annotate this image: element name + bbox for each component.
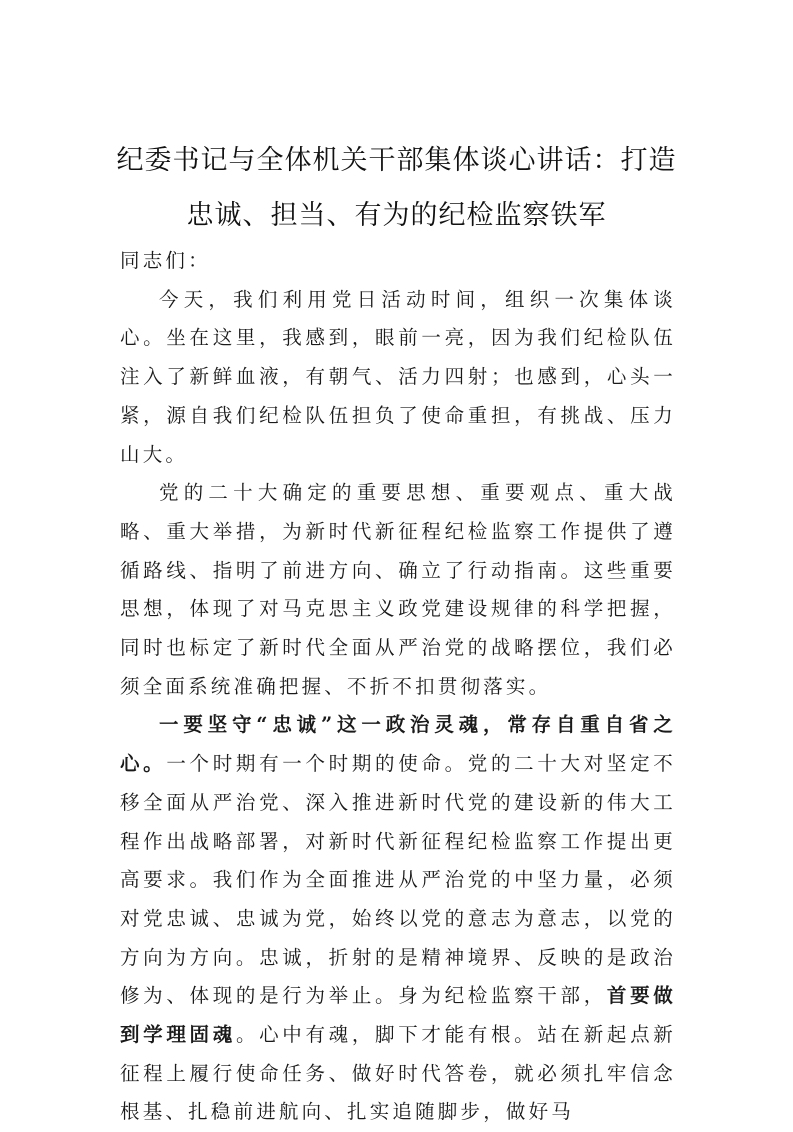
paragraph-intro: 今天，我们利用党日活动时间，组织一次集体谈心。坐在这里，我感到，眼前一亮，因为我们纪检队伍注入了新鲜血液，有朝气、活力四射；也感到，心头一紧，源自我们纪检队伍担负了使命重担，有挑战、压力山大。 xyxy=(120,287,676,466)
paragraph-loyalty-continuation: 。心中有魂，脚下才能有根。站在新起点新征程上履行使命任务、做好时代答卷，就必须扎牢信念根基、扎稳前进航向、扎实追随脚步，做好马 xyxy=(120,1023,676,1124)
salutation: 同志们： xyxy=(120,249,211,272)
paragraph-congress: 党的二十大确定的重要思想、重要观点、重大战略、重大举措，为新时代新征程纪检监察工作提供了遵循路线、指明了前进方向、确立了行动指南。这些重要思想，体现了对马克思主义政党建设规律的科学把握，同时也标定了新时代全面从严治党的战略摆位，我们必须全面系统准确把握、不折不扣贯彻落实。 xyxy=(120,481,676,698)
document-body xyxy=(120,242,676,1132)
emphasis-text: 首要做到学理固魂 xyxy=(120,984,676,1047)
paragraph-loyalty xyxy=(120,706,676,1132)
paragraph-loyalty-text: 一个时期有一个时期的使命。党的二十大对坚定不移全面从严治党、深入推进新时代党的建设新的伟大工程作出战略部署，对新时代新征程纪检监察工作提出更高要求。我们作为全面推进从严治党的中坚力量，必须对党忠诚、忠诚为党，始终以党的意志为意志，以党的方向为方向。忠诚，折射的是精神境界、反映的是政治修为、体现的是行为举止。身为纪检监察干部， xyxy=(120,752,676,1008)
section-heading-loyalty: 一要坚守“忠诚”这一政治灵魂，常存自重自省之心。 xyxy=(120,713,676,776)
document-title: 纪委书记与全体机关干部集体谈心讲话：打造忠诚、担当、有为的纪检监察铁军 xyxy=(116,145,677,231)
